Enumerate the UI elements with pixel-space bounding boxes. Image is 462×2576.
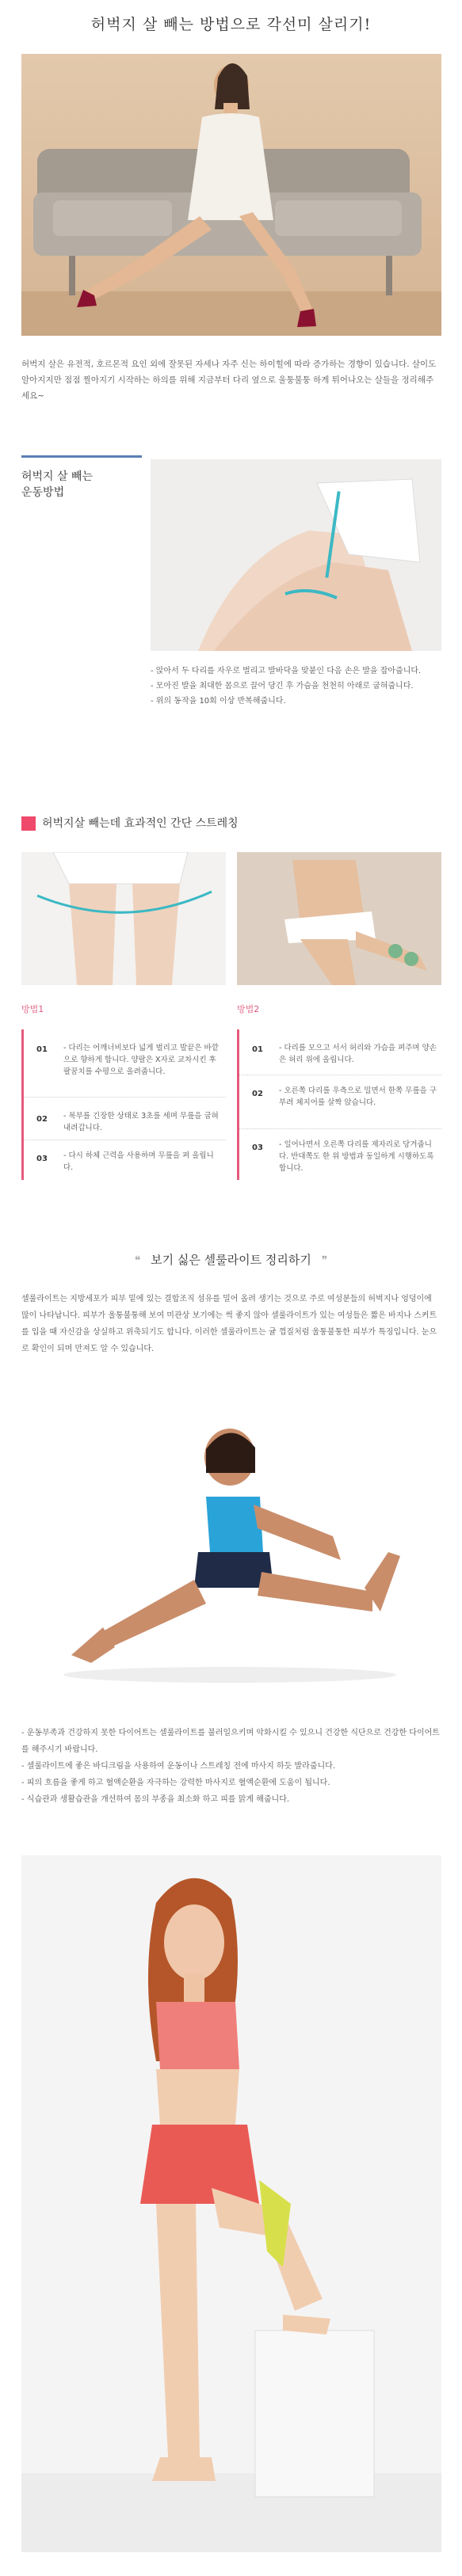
list-item: 02 - 오른쪽 다리를 우측으로 밀면서 한쪽 무릎을 구부려 체지어를 살짝 앉습니다. xyxy=(239,1080,441,1129)
quote-open-icon: ❝ xyxy=(134,1254,141,1267)
list-item: 03 - 다시 하체 근력을 사용하며 무릎을 펴 올립니다. xyxy=(36,1151,214,1172)
exercise-heading: 허벅지 살 빼는 운동방법 xyxy=(21,470,94,499)
cellulite-text: 셀룰라이트는 지방세포가 피부 밑에 있는 결합조직 섬유를 밀어 올려 생기는 것으로 주로 여성분들의 허벅지나 엉덩이에 많이 나타납니다. 피부가 울퉁불퉁해 보여 미관상 보기에는 썩 좋지 않아 셀룰라이트가 있는 여성들은 짧은 바지나 스커트를 입을 때 자신감을 상실하고 위축되기도 합니다. 이러한 셀룰라이트는 귤 껍질처럼 울퉁불퉁한 피부가 특징입니다. 눈으로 확인이 되며 만져도 알 수 있습니다. xyxy=(21,1295,437,1353)
exercise-bullets: - 앉아서 두 다리를 자우로 벌리고 발바닥을 맞붙인 다음 손은 발을 잡아줍니다. - 모아진 발을 최대한 몸으로 끌어 당긴 후 가슴을 천천히 아래로 굽혀줍니다. - 위의 동작을 10회 이상 반복해줍니다. xyxy=(151,667,422,706)
intro-text: 허벅지 살은 유전적, 호르몬적 요인 외에 잘못된 자세나 자주 신는 하이힐에 따라 증가하는 경향이 있습니다. 살이도 알아지지만 점점 찔아지기 시작하는 하의를 위해 지금부터 다리 옆으로 울퉁불퉁 하게 튀어나오는 살들을 정리해주세요~ xyxy=(21,360,437,401)
cellulite-bullets: - 운동부족과 건강하지 못한 다이어트는 셀룰라이트를 불러일으키며 악화시킬 수 있으니 건강한 식단으로 건강한 다이어트를 해주시기 바랍니다. - 셀룰라이트에 좋은 바디크림을 사용하여 운동이나 스트레칭 전에 마사지 하듯 발라줍니다. - 피의 흐름을 좋게 하고 혈액순환을 자극하는 강력한 마사지로 혈액순환에 도움이 됩니다. - 식습관과 생활습관을 개선하여 몸의 부종을 최소화 하고 피를 맑게 해줍니다. xyxy=(21,1729,440,1804)
pink-square-icon xyxy=(21,816,36,831)
exercise-photo xyxy=(151,459,441,651)
cellulite-heading: ❝ 보기 싫은 셀룰라이트 정리하기 ❞ xyxy=(134,1253,328,1267)
method1-box xyxy=(21,1029,226,1180)
band-woman-photo xyxy=(21,1855,441,2552)
list-item: 03 - 일어나면서 오른쪽 다리를 제자리로 당겨줍니다. 반대쪽도 한 위 방법과 동일하게 시행하도록 합니다. xyxy=(252,1140,434,1173)
hero-photo xyxy=(21,54,441,336)
stretching-woman-photo xyxy=(48,1417,420,1687)
stretch-heading: 허벅지살 빼는데 효과적인 간단 스트레칭 xyxy=(21,816,441,831)
quote-close-icon: ❞ xyxy=(321,1254,328,1267)
page-title: 허벅지 살 빼는 방법으로 각선미 살리기! xyxy=(90,16,372,33)
method2-box xyxy=(237,1029,441,1180)
list-item: 01 - 다리는 어깨너비보다 넓게 벌리고 발끝은 바깥으로 향하게 합니다. 양팔은 X자로 교차시킨 후 팔꿈치를 수평으로 올려줍니다. xyxy=(24,1036,226,1098)
list-item: 01 - 다리를 모으고 서서 허리와 가슴을 펴주며 양손은 허리 위에 올립니다. xyxy=(239,1036,441,1075)
stretch-photo-2 xyxy=(237,852,441,985)
method1-label: 방법1 xyxy=(21,1004,44,1014)
stretch-photo-1 xyxy=(21,852,226,985)
list-item: 02 - 복부를 긴장한 상태로 3초를 세며 무릎을 굽혀 내려갑니다. xyxy=(24,1105,226,1140)
method2-label: 방법2 xyxy=(237,1004,260,1014)
section-divider xyxy=(21,455,142,458)
